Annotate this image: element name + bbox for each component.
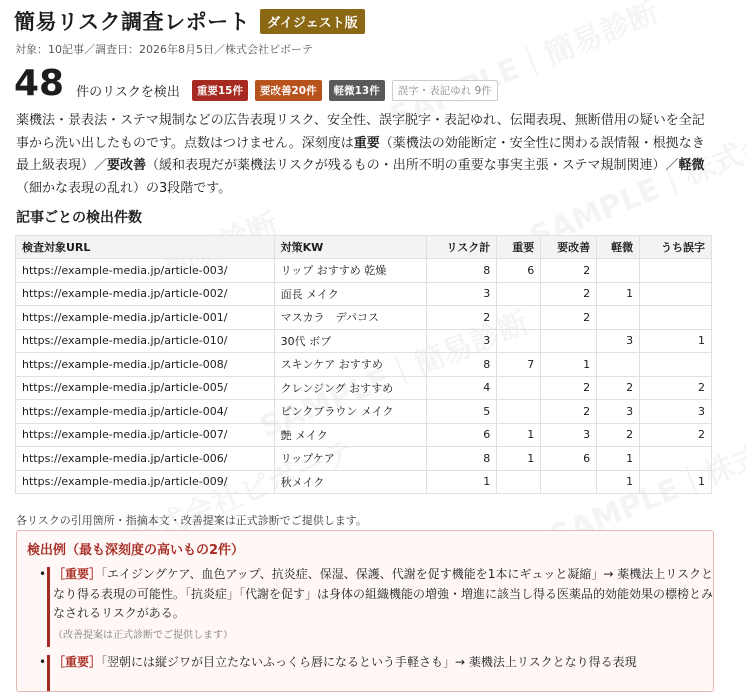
- table-row: [16, 423, 712, 447]
- column-header: 軽微: [597, 236, 640, 259]
- example-sub: （改善提案は正式診断でご提供します）: [53, 629, 233, 641]
- keyword-cell: 秋メイク: [274, 470, 427, 494]
- url-cell: https://example-media.jp/article-006/: [16, 447, 275, 471]
- count-cell: 2: [541, 376, 597, 400]
- bullet-icon: •: [39, 567, 47, 581]
- table-row: [16, 282, 712, 306]
- count-cell: 6: [497, 259, 541, 283]
- count-cell: 2: [597, 423, 640, 447]
- count-cell: [541, 329, 597, 353]
- count-cell: [640, 447, 712, 471]
- table-row: [16, 353, 712, 377]
- url-cell: https://example-media.jp/article-008/: [16, 353, 275, 377]
- count-cell: 8: [427, 353, 497, 377]
- keyword-cell: 艶 メイク: [274, 423, 427, 447]
- count-cell: 3: [427, 329, 497, 353]
- count-cell: [640, 259, 712, 283]
- count-cell: 4: [427, 376, 497, 400]
- count-cell: 6: [427, 423, 497, 447]
- count-cell: 3: [597, 329, 640, 353]
- risk-table-body: [16, 259, 712, 494]
- url-cell: https://example-media.jp/article-007/: [16, 423, 275, 447]
- count-cell: [497, 470, 541, 494]
- keyword-cell: ピンクブラウン メイク: [274, 400, 427, 424]
- count-cell: 3: [427, 282, 497, 306]
- count-cell: 1: [597, 470, 640, 494]
- column-header: うち誤字: [640, 236, 712, 259]
- total-risk-count: 48: [14, 63, 65, 104]
- count-cell: 3: [640, 400, 712, 424]
- column-header: 要改善: [541, 236, 597, 259]
- count-cell: 2: [541, 306, 597, 330]
- count-cell: 1: [541, 353, 597, 377]
- count-cell: 8: [427, 447, 497, 471]
- count-cell: 2: [427, 306, 497, 330]
- count-cell: 2: [640, 423, 712, 447]
- risk-summary: [14, 64, 505, 104]
- keyword-cell: スキンケア おすすめ: [274, 353, 427, 377]
- high-severity-badge: 重要15件: [192, 80, 248, 101]
- column-header: 検査対象URL: [16, 236, 275, 259]
- low-severity-badge: 軽微13件: [329, 80, 385, 101]
- risk-table-header: [16, 236, 712, 259]
- risk-table: [15, 235, 712, 494]
- desc-low-label: 軽微: [678, 158, 705, 173]
- count-cell: 1: [597, 282, 640, 306]
- desc-mid-label: 要改善: [107, 158, 147, 173]
- keyword-cell: リップ おすすめ 乾燥: [274, 259, 427, 283]
- count-cell: 2: [597, 376, 640, 400]
- bullet-icon: •: [39, 655, 47, 669]
- count-cell: [497, 282, 541, 306]
- mid-severity-badge: 要改善20件: [255, 80, 322, 101]
- count-cell: 2: [541, 400, 597, 424]
- count-cell: 2: [640, 376, 712, 400]
- url-cell: https://example-media.jp/article-009/: [16, 470, 275, 494]
- count-cell: 6: [541, 447, 597, 471]
- count-cell: [597, 353, 640, 377]
- count-cell: 5: [427, 400, 497, 424]
- count-cell: 1: [427, 470, 497, 494]
- table-row: [16, 470, 712, 494]
- count-label: 件のリスクを検出: [76, 84, 180, 100]
- desc-text: （細かな表現の乱れ）の3段階です。: [16, 180, 232, 196]
- count-cell: 2: [541, 259, 597, 283]
- report-meta: 対象：10記事／調査日：2026年8月5日／株式会社ピボーテ: [15, 43, 313, 56]
- count-cell: 1: [497, 423, 541, 447]
- count-cell: [640, 306, 712, 330]
- typo-badge: 誤字・表記ゆれ 9件: [392, 80, 498, 101]
- count-cell: [497, 329, 541, 353]
- example-tag: ［重要］: [53, 567, 102, 581]
- example-tag: ［重要］: [53, 655, 102, 669]
- table-row: [16, 306, 712, 330]
- count-cell: 7: [497, 353, 541, 377]
- table-row: [16, 447, 712, 471]
- count-cell: [640, 353, 712, 377]
- examples-title: 検出例（最も深刻度の高いもの2件）: [27, 543, 245, 558]
- count-cell: [497, 376, 541, 400]
- count-cell: 3: [597, 400, 640, 424]
- keyword-cell: リップケア: [274, 447, 427, 471]
- count-cell: 2: [541, 282, 597, 306]
- keyword-cell: マスカラ デパコス: [274, 306, 427, 330]
- table-row: [16, 329, 712, 353]
- count-cell: 1: [597, 447, 640, 471]
- keyword-cell: 30代 ボブ: [274, 329, 427, 353]
- section-title: 記事ごとの検出件数: [16, 210, 142, 226]
- keyword-cell: 面長 メイク: [274, 282, 427, 306]
- examples-box: [16, 530, 714, 692]
- url-cell: https://example-media.jp/article-010/: [16, 329, 275, 353]
- desc-text: （緩和表現だが薬機法リスクが残るもの・出所不明の重要な事実主張・ステマ規制関連）／: [146, 158, 679, 173]
- table-row: [16, 376, 712, 400]
- table-row: [16, 259, 712, 283]
- severity-bar: [47, 567, 50, 647]
- report-description: [16, 110, 716, 200]
- desc-high-label: 重要: [353, 135, 380, 151]
- count-cell: [497, 400, 541, 424]
- count-cell: 1: [497, 447, 541, 471]
- count-cell: [541, 470, 597, 494]
- table-row: [16, 400, 712, 424]
- keyword-cell: クレンジング おすすめ: [274, 376, 427, 400]
- count-cell: [597, 306, 640, 330]
- count-cell: [497, 306, 541, 330]
- column-header: 重要: [497, 236, 541, 259]
- count-cell: [640, 282, 712, 306]
- title-row: [14, 6, 365, 36]
- digest-badge: ダイジェスト版: [260, 9, 364, 34]
- url-cell: https://example-media.jp/article-002/: [16, 282, 275, 306]
- count-cell: [597, 259, 640, 283]
- count-cell: 3: [541, 423, 597, 447]
- count-cell: 8: [427, 259, 497, 283]
- example-text: 「翌朝には縦ジワが目立たないふっくら唇になるという手軽さも」→ 薬機法上リスクとなり得る表現: [101, 655, 637, 669]
- url-cell: https://example-media.jp/article-003/: [16, 259, 275, 283]
- desc-text: 薬機法・景表法・ステマ規制などの広告表現リスク、安全性、誤字脱字・表記ゆれ、伝聞表現、無断借用の疑いを全記事から洗い出したものです。点数はつけません。深刻度は: [16, 113, 705, 151]
- column-header: 対策KW: [274, 236, 427, 259]
- example-text: 「エイジングケア、血色アップ、抗炎症、保湿、保護、代謝を促す機能を1本にギュッと凝縮」→ 薬機法上リスクとなり得る表現の可能性。「抗炎症」「代謝を促す」は身体の組織機能の増強・増進に該当し得る医薬品的効能効果の標榜とみなされるリスクがある。: [53, 567, 714, 620]
- table-note: 各リスクの引用箇所・指摘本文・改善提案は正式診断でご提供します。: [16, 514, 367, 527]
- page-title: 簡易リスク調査レポート: [14, 10, 251, 34]
- example-item: [39, 653, 713, 673]
- count-cell: 1: [640, 329, 712, 353]
- url-cell: https://example-media.jp/article-001/: [16, 306, 275, 330]
- url-cell: https://example-media.jp/article-004/: [16, 400, 275, 424]
- desc-text: （薬機法の効能断定・安全性に関わる誤情報・根拠なき最上級表現）／: [16, 135, 705, 173]
- example-item: [39, 565, 714, 645]
- column-header: リスク計: [427, 236, 497, 259]
- count-cell: 1: [640, 470, 712, 494]
- url-cell: https://example-media.jp/article-005/: [16, 376, 275, 400]
